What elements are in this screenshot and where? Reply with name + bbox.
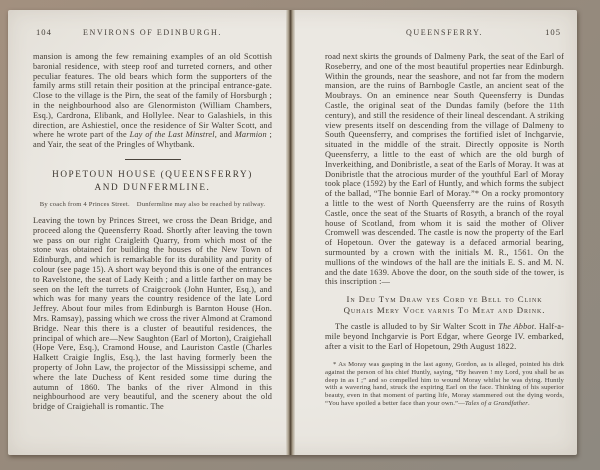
body-paragraph: road next skirts the grounds of Dalmeny Park, the seat of the Earl of Roseberry, and one of the most beautiful properties near Edinburgh. Within the grounds, near the seashore, and not far from the modern mansion, are the ruins of Barnbogle Castle, an ancient seat of the Moubrays. On an eminence near South Queensferry is Dundas Castle, the original seat of the Dundas family (before the 11th century), and still the residence of their lineal descendant. A striking view presents itself on descending from the village of Dalmeny to South Queensferry, and comprises the fortified islet of Inchgarvie, situated in the middle of the strait. Directly opposite is North Queensferry, a little to the east of which are the old burgh of Inverkeithing, and Donibristle, a seat of the Earls of Moray. It was at Donibristle that the atrocious murder of the youthful Earl of Moray took place (1592) by the Earl of Huntly, and which forms the subject of the ballad, “The bonnie Earl of Moray.”* On a rocky promontory a little to the west of North Queensferry are the ruins of Rosyth Castle, once the seat of the Stuarts of Rosyth, a branch of the royal house of Scotland, from whom it is said the mother of Oliver Cromwell was descended. The castle is now the property of the Earl of Hopetoun. Over the gateway is a defaced armorial bearing, surmounted by a crown with the initials M. R., 1561. On the mullions of the windows of the hall are the initials E. S. and M. N. and the date 1639. Above the door, on the south side of the tower, is this inscription :— (325, 52, 564, 287)
running-header: QUEENSFERRY. (405, 28, 484, 37)
tower-inscription (325, 294, 564, 315)
section-heading-line1: HOPETOUN HOUSE (QUEENSFERRY) (52, 168, 253, 179)
section-heading-line2: AND DUNFERMLINE. (94, 181, 211, 192)
intro-paragraph: mansion is among the few remaining examples of an old Scottish baronial residence, with steep roof and turreted corners, and other peculiar features. The old bears which form the supporters of the family arms still retain their position at the principal entrance-gate. Close to the village is the Pirn, the seat of the family of Horsburgh ; in the neighbourhood also are Glenormiston (William Chambers, Esq.), Cardrona, Elibank, and Hollylee. Near to Galashiels, in this direction, are Ashiestiel, once the residence of Sir Walter Scott, and where he wrote part of the Lay of the Last Minstrel, and Marmion ; and Yair, the seat of the Pringles of Whytbank. (33, 52, 272, 150)
page-104 (8, 10, 286, 455)
page-number: 104 (36, 27, 52, 37)
body-paragraph: Leaving the town by Princes Street, we cross the Dean Bridge, and proceed along the Queensferry Road. Shortly after leaving the town we pass on our right Craigleith Quarry, from which most of the stone was obtained for building the houses of the New Town of Edinburgh, and which is remarkable for its durability and purity of colour (see page 15). A short way beyond this is one of the entrances to Ravelstone, the seat of Lady Keith ; and a little farther on may be seen on the left the turrets of Craigcrook (John Hunter, Esq.), and which was for many years the country residence of the late Lord Jeffrey. About four miles from Edinburgh is Barnton House (Hon. Mrs. Ramsay), passing which we cross the river Almond at Cramond Bridge. Near this there is a cluster of beautiful residences, the principal of which are—New Saughton (Earl of Morton), Craigiehall (Hope Vere, Esq.), Cramond House, and Lauriston Castle (Charles Halkett Craigie Inglis, Esq.), the last having formerly been the property of John Law, the projector of the Mississippi scheme, and where the late Duchess of Kent resided some time during the autumn of 1860. The banks of the river Almond in this neighbourhood are very beautiful, and the scenery about the old bridge of Craigiehall is romantic. The (33, 215, 272, 412)
inscription-line1: In Deu Tym Draw yes Cord ye Bell to Clink (346, 294, 543, 305)
travel-note: By coach from 4 Princes Street. Dunfermline may also be reached by railway. (39, 200, 266, 208)
page-header-left (33, 28, 272, 42)
page-number: 105 (545, 27, 561, 37)
closing-paragraph: The castle is alluded to by Sir Walter Scott in The Abbot. Half-a-mile beyond Inchgarvie is Port Edgar, where George IV. embarked, after a visit to the Earl of Hopetoun, 29th August 1822. (325, 322, 565, 351)
book-paper (8, 10, 577, 455)
page-header-right (325, 28, 564, 42)
running-header: ENVIRONS OF EDINBURGH. (83, 28, 222, 37)
page-gutter (286, 10, 295, 455)
footnote: * As Moray was gasping in the last agony, Gordon, as is alleged, pointed his dirk against the person of his chief Huntly, saying, “By heaven ! my Lord, you shall be as deep in as I ;” and so compelled him to wound Moray whilst he was dying. Huntly with a wavering hand, struck the expiring Earl on the face. Thinking of his superior beauty, even in that moment of parting life, Moray stammered out the dying words, “You have spoiled a better face than your own.”—Tales of a Grandfather. (325, 360, 564, 408)
section-divider (125, 159, 181, 160)
page-105 (295, 10, 577, 455)
inscription-line2: Quhais Mery Voce varnis To Meat and Drink. (343, 304, 546, 315)
section-heading (33, 168, 272, 194)
